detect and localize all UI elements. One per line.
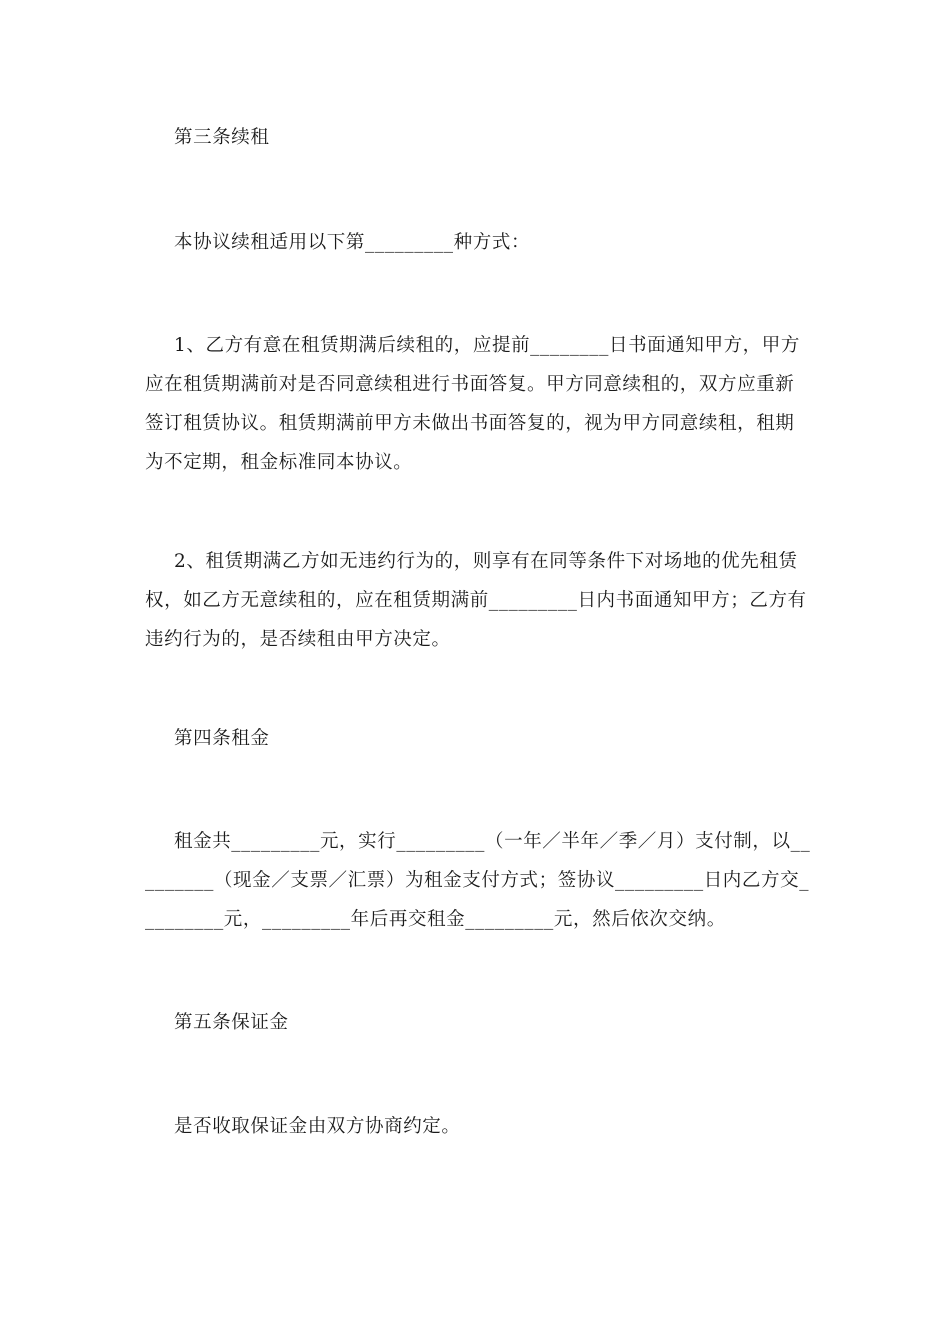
article-5-body: 是否收取保证金由双方协商约定。 — [174, 1116, 461, 1137]
article-3-item-1-line-4: 为不定期，租金标准同本协议。 — [145, 452, 413, 473]
article-3-item-2-line-3: 违约行为的，是否续租由甲方决定。 — [145, 629, 451, 650]
article-4-body-line-3: ________元，_________年后再交租金_________元，然后依次交纳。 — [145, 909, 726, 930]
article-3-item-2-line-2: 权，如乙方无意续租的，应在租赁期满前_________日内书面通知甲方；乙方有 — [145, 590, 807, 611]
article-3-heading: 第三条续租 — [174, 127, 270, 148]
article-3-item-2-line-1: 2、租赁期满乙方如无违约行为的，则享有在同等条件下对场地的优先租赁 — [174, 551, 798, 572]
article-3-item-2 — [145, 542, 810, 659]
article-3-item-1 — [145, 326, 810, 482]
article-4-heading: 第四条租金 — [174, 728, 270, 749]
article-4-body-line-2: _______（现金／支票／汇票）为租金支付方式；签协议_________日内乙方交_ — [145, 870, 810, 891]
article-5-heading: 第五条保证金 — [174, 1012, 289, 1033]
article-4-body — [145, 822, 810, 939]
article-3-item-1-line-2: 应在租赁期满前对是否同意续租进行书面答复。甲方同意续租的，双方应重新 — [145, 374, 795, 395]
article-4-body-line-1: 租金共_________元，实行_________（一年／半年／季／月）支付制，以__ — [174, 831, 811, 852]
article-3-intro: 本协议续租适用以下第_________种方式： — [174, 232, 531, 253]
article-3-item-1-line-1: 1、乙方有意在租赁期满后续租的，应提前________日书面通知甲方，甲方 — [174, 335, 800, 356]
article-3-item-1-line-3: 签订租赁协议。租赁期满前甲方未做出书面答复的，视为甲方同意续租，租期 — [145, 413, 795, 434]
